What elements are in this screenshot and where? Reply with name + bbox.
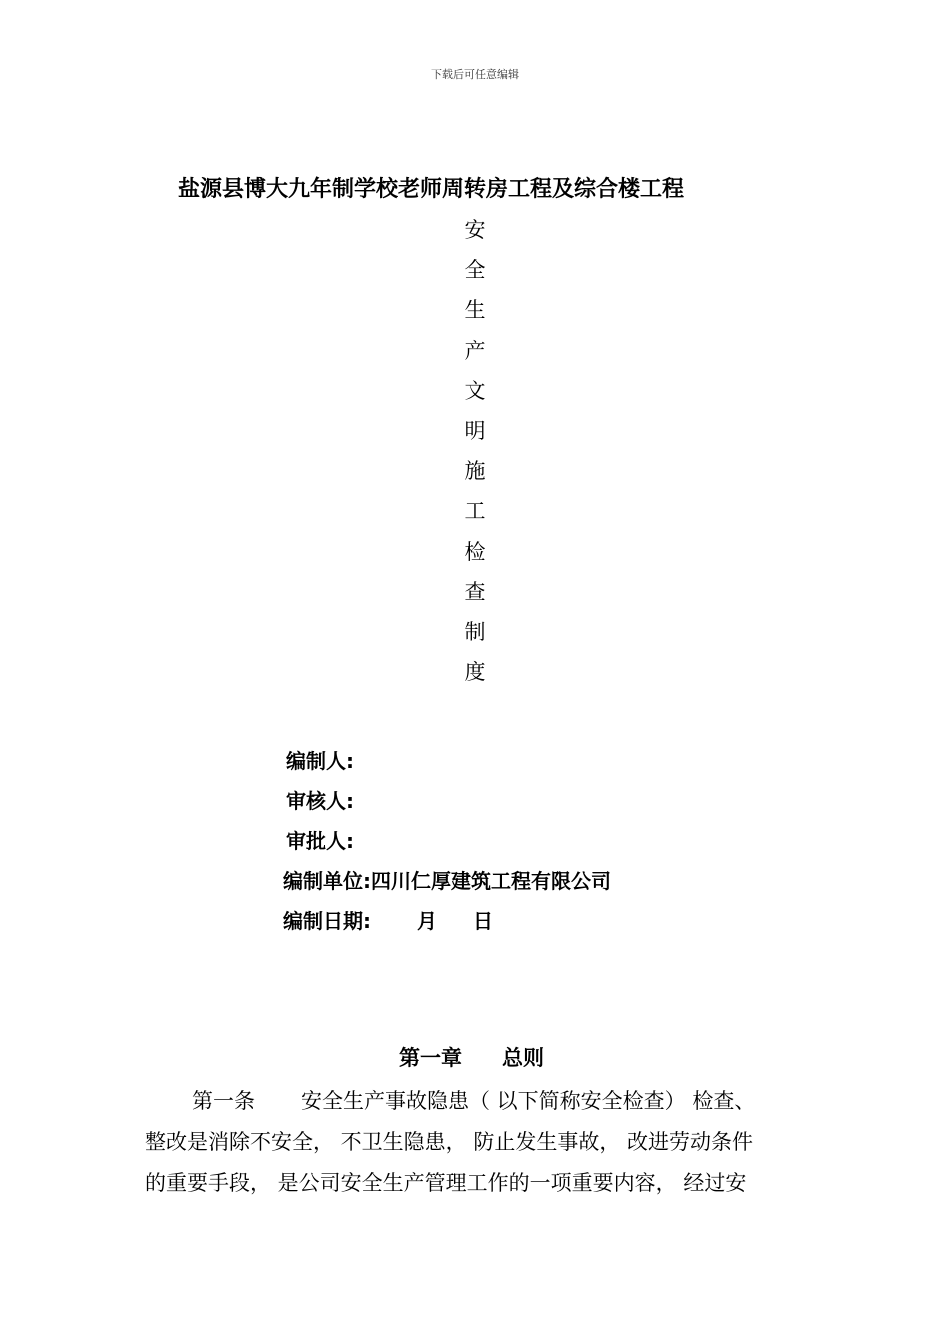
title-char: 生 <box>464 298 486 323</box>
title-char: 制 <box>464 619 486 644</box>
body-line-1-text: 安全生产事故隐患（ 以下简称安全检查） 检查、 <box>301 1089 756 1113</box>
approver-row <box>286 825 354 854</box>
unit-row <box>283 865 611 894</box>
month-label: 月 <box>417 909 437 933</box>
day-label: 日 <box>473 909 493 933</box>
chapter-number: 第一章 <box>399 1046 462 1070</box>
title-char: 度 <box>464 660 486 685</box>
compiler-label: 编制人: <box>286 749 354 773</box>
title-char: 明 <box>464 418 486 443</box>
body-line-1 <box>192 1085 862 1115</box>
title-char: 安 <box>464 218 486 242</box>
reviewer-row <box>286 785 354 814</box>
project-title: 盐源县博大九年制学校老师周转房工程及综合楼工程 <box>178 177 685 202</box>
title-char: 产 <box>464 338 486 363</box>
body-line-3: 的重要手段， 是公司安全生产管理工作的一项重要内容， 经过安 <box>145 1171 747 1195</box>
chapter-name: 总则 <box>502 1046 544 1070</box>
reviewer-label: 审核人: <box>286 789 354 813</box>
title-char: 检 <box>464 539 486 564</box>
unit-value: 四川仁厚建筑工程有限公司 <box>371 869 611 893</box>
compiler-row <box>286 745 354 774</box>
chapter-heading <box>399 1042 544 1072</box>
unit-label: 编制单位: <box>283 869 371 893</box>
title-char: 全 <box>464 258 486 283</box>
title-char: 文 <box>464 378 486 403</box>
article-label: 第一条 <box>192 1089 255 1113</box>
title-char: 工 <box>464 499 486 524</box>
date-label: 编制日期: <box>283 909 371 933</box>
title-char: 查 <box>464 579 486 604</box>
date-row <box>283 905 493 934</box>
body-line-2: 整改是消除不安全， 不卫生隐患， 防止发生事故， 改进劳动条件 <box>145 1130 754 1154</box>
title-char: 施 <box>464 459 486 484</box>
approver-label: 审批人: <box>286 829 354 853</box>
document-title-vertical <box>460 210 490 692</box>
page-header-note: 下载后可任意编辑 <box>431 68 519 81</box>
